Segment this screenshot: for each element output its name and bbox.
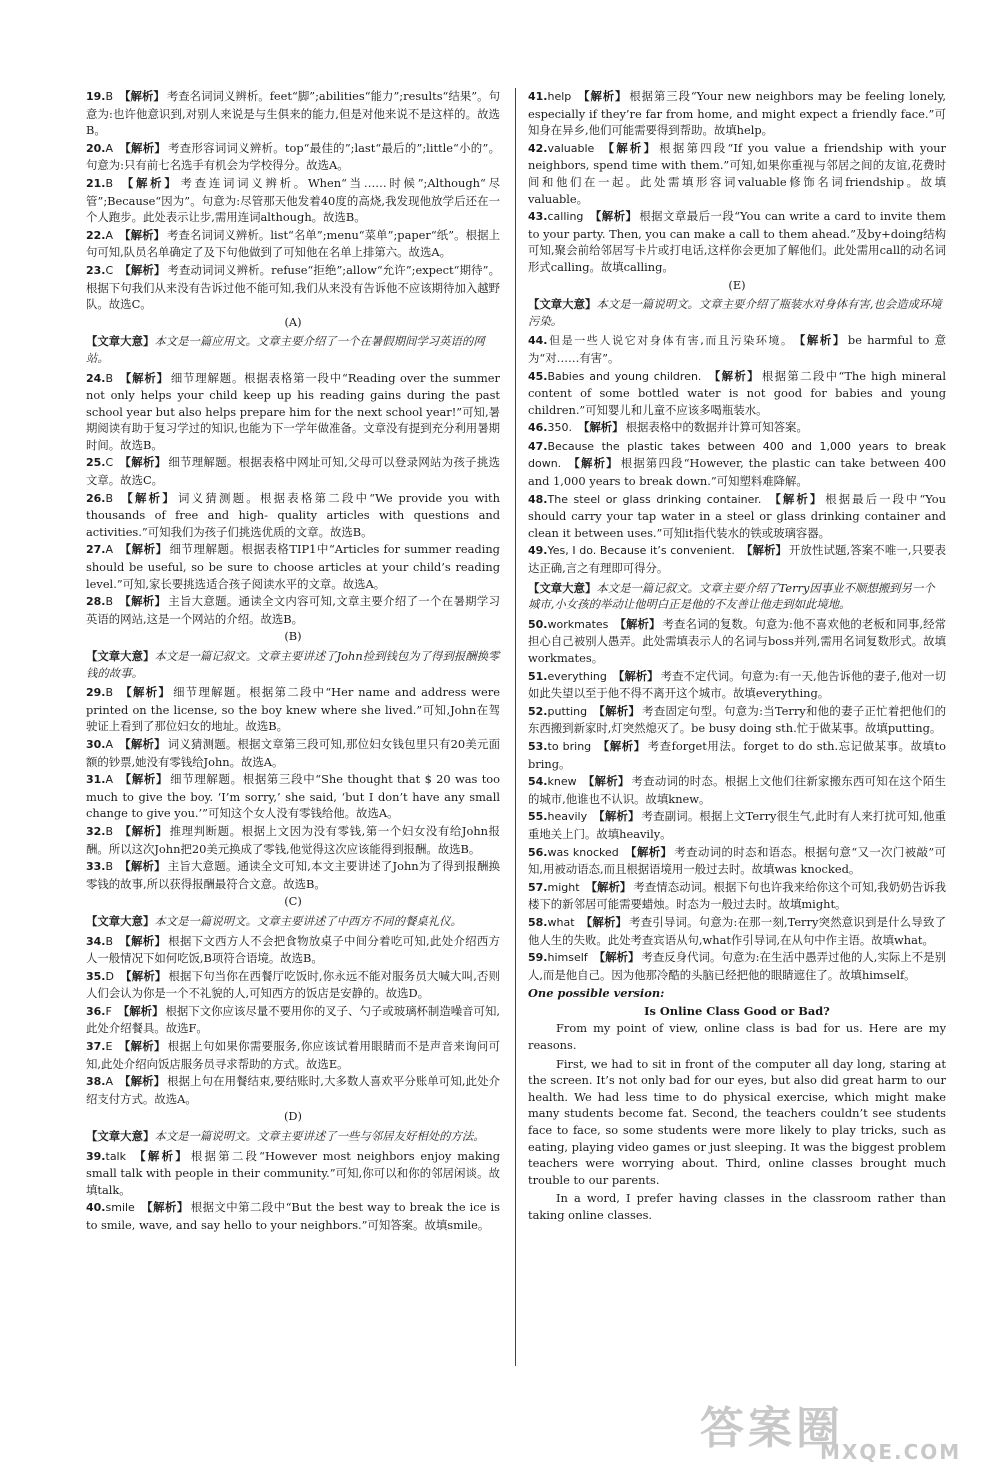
answer-item	[528, 438, 946, 490]
answer-item	[86, 262, 500, 313]
analysis-tag: 【解析】	[119, 175, 179, 190]
summary-text: 本文是一篇说明文。文章主要介绍了瓶装水对身体有害,也会造成环境污染。	[528, 297, 942, 328]
explanation-text: 根据下句当你在西餐厅吃饭时,你永远不能对服务员大喊大叫,否则人们会认为你是一个不礼貌的人,可知西方的饭店是安静的。故选D。	[86, 968, 500, 1001]
explanation-text: 细节理解题。根据表格中网址可知,父母可以登录网站为孩子挑选文章。故选C。	[86, 455, 500, 488]
essay-title: Is Online Class Good or Bad?	[644, 1003, 830, 1018]
answer-item	[528, 616, 946, 667]
answer-item	[528, 914, 946, 948]
analysis-tag: 【解析】	[119, 89, 165, 103]
analysis-tag: 【解析】	[740, 543, 788, 558]
question-number: 25.	[86, 456, 106, 470]
answer-item	[528, 844, 946, 878]
answer-key: B	[105, 595, 114, 609]
explanation-text: 词义猜测题。根据文章第三段可知,那位妇女钱包里只有20美元面额的钞票,她没有零钱给John。故选A。	[86, 736, 500, 769]
summary-tag: 【文章大意】	[86, 649, 155, 663]
answer-key: A	[105, 1075, 114, 1089]
question-number: 41.	[528, 90, 548, 103]
explanation-text: 考查反身代词。句意为:在生活中愚弄过他的人,实际上不是别人,而是他自己。因为他那冷酷的头脑已经把他的眼睛遮住了。故填himself。	[528, 950, 946, 982]
analysis-tag: 【解析】	[593, 703, 641, 718]
explanation-text: 根据上句如果你需要服务,你应该试着用眼睛而不是声音来询问可知,此处介绍向饭店服务员寻求帮助的方式。故选E。	[86, 1039, 500, 1071]
question-number: 43.	[528, 210, 548, 224]
section-heading: (E)	[728, 277, 746, 292]
answer-item	[528, 879, 946, 913]
answer-key: B	[105, 686, 114, 700]
column-divider	[515, 88, 516, 1366]
summary-text: 本文是一篇应用文。文章主要介绍了一个在暑假期间学习英语的网站。	[86, 334, 485, 365]
answer-item	[86, 1003, 500, 1037]
summary-text: 本文是一篇记叙文。文章主要讲述了John捡到钱包为了得到报酬换零钱的故事。	[86, 649, 500, 680]
explanation-text: 考查固定句型。句意为:当Terry和他的妻子正忙着把他们的东西搬到新家时,灯突然熄灭了。be busy doing sth.忙于做某事。故填putting。	[528, 703, 946, 736]
answer-item	[528, 140, 946, 207]
section-heading: (A)	[284, 314, 302, 329]
analysis-tag: 【解析】	[119, 370, 169, 385]
question-number: 32.	[86, 824, 106, 838]
summary-text: 本文是一篇说明文。文章主要讲述了中西方不同的餐桌礼仪。	[154, 913, 462, 928]
analysis-tag: 【解析】	[119, 455, 167, 470]
answer-key: heavily	[547, 810, 588, 824]
question-number: 36.	[86, 1004, 106, 1018]
answer-item	[86, 140, 500, 174]
analysis-tag: 【解析】	[799, 333, 846, 348]
explanation-text: 考查名词的复数。句意为:他不喜欢他的老板和同事,经常担心自己被别人愚弄。此处需填表示人的名词与boss并列,需用名词复数形式。故填workmates。	[528, 616, 946, 665]
question-number: 57.	[528, 880, 548, 894]
answer-key: B	[105, 824, 114, 838]
answer-item	[86, 175, 500, 226]
article-summary	[86, 913, 500, 930]
explanation-text: 根据表格中的数据并计算可知答案。	[625, 420, 808, 435]
explanation-text: 推理判断题。根据上文因为没有零钱,第一个妇女没有给John报酬。所以这次John把20美元换成了零钱,他觉得这次应该能得到报酬。故选B。	[86, 823, 500, 856]
analysis-tag: 【解析】	[119, 1074, 166, 1089]
question-number: 26.	[86, 491, 106, 505]
analysis-tag: 【解析】	[119, 968, 167, 983]
analysis-tag: 【解析】	[119, 140, 167, 155]
watermark-logo	[700, 1392, 962, 1464]
answer-item	[86, 1038, 500, 1072]
answer-key: B	[105, 934, 114, 948]
summary-tag: 【文章大意】	[528, 580, 597, 595]
answer-key: C	[105, 263, 114, 277]
explanation-text: 细节理解题。根据第三段中“She thought that $ 20 was too much to give the boy. ‘I’m sorry,’ she said, ‘but I don’t have any small change to give you.’”可知这个女人没有零钱给他。故选A。	[86, 772, 500, 821]
analysis-tag: 【解析】	[578, 420, 624, 435]
answer-key: putting	[547, 704, 588, 718]
question-number: 47.	[528, 439, 548, 453]
answer-item	[528, 949, 946, 983]
answer-item	[528, 738, 946, 772]
right-column	[528, 88, 946, 1226]
explanation-text: 考查动词的时态和语态。根据句意“又一次门被敲”可知,用被动语态,而且根据语境用一般过去时。故填was knocked。	[528, 844, 946, 877]
analysis-tag: 【解析】	[118, 1039, 166, 1054]
question-number: 33.	[86, 860, 106, 874]
answer-key: A	[105, 543, 114, 557]
question-number: 28.	[86, 595, 106, 609]
explanation-text: 考查引导词。句意为:在那一刻,Terry突然意识到是什么导致了他人生的失败。此处考查宾语从句,what作引导词,在从句中作主语。故填what。	[528, 914, 946, 947]
question-number: 46.	[528, 421, 548, 435]
explanation-text: 根据第二段“However most neighbors enjoy making small talk with people in their community.”可知,你可以和你的邻居闲谈。故填talk。	[86, 1148, 500, 1197]
answer-key: Babies and young children.	[547, 369, 702, 383]
answer-item	[86, 490, 500, 541]
answer-item	[528, 668, 946, 702]
question-number: 56.	[528, 845, 548, 859]
article-summary	[528, 580, 946, 613]
analysis-tag: 【解析】	[707, 368, 760, 383]
summary-tag: 【文章大意】	[528, 297, 597, 312]
question-number: 30.	[86, 737, 106, 751]
explanation-text: 根据第四段“However, the plastic can take between 400 and 1,000 years to break down.”可知塑料难降解。	[528, 456, 946, 489]
analysis-tag: 【解析】	[119, 542, 168, 557]
answer-item	[86, 454, 500, 488]
answer-key: was knocked	[547, 845, 619, 859]
analysis-tag: 【解析】	[140, 1200, 189, 1215]
explanation-text: 考查副词。根据上文Terry很生气,此时有人来打扰可知,他重重地关上门。故填heavily。	[528, 809, 946, 841]
question-number: 21.	[86, 176, 106, 190]
analysis-tag: 【解析】	[600, 140, 658, 155]
explanation-text: 考查动词的时态。根据上文他们往新家搬东西可知在这个陌生的城市,他谁也不认识。故填knew。	[528, 774, 946, 806]
explanation-text: 考查名词词义辨析。list“名单”;menu“菜单”;paper“纸”。根据上句可知,队员名单确定了及下句他做到了可知他在名单上排第六。故选A。	[86, 227, 500, 260]
explanation-text: 根据上句在用餐结束,要结账时,大多数人喜欢平分账单可知,此处介绍支付方式。故选A。	[86, 1074, 500, 1106]
explanation-text: 主旨大意题。通读全文内容可知,文章主要介绍了一个在暑期学习英语的网站,这是一个网站的介绍。故选B。	[86, 594, 500, 626]
analysis-tag: 【解析】	[580, 914, 628, 929]
question-number: 40.	[86, 1201, 106, 1215]
analysis-tag: 【解析】	[589, 209, 638, 224]
answer-item	[86, 593, 500, 627]
explanation-text: 考查连词词义辨析。When“当……时候”;Although“尽管”;Because“因为”。句意为:尽管那天他发着40度的高烧,我发现他放学后还在一个人跑步。此处表示让步,需用连词although。故选B。	[86, 175, 500, 225]
summary-tag: 【文章大意】	[86, 334, 155, 349]
watermark-url: MXQE.COM	[820, 1440, 962, 1464]
answer-item	[528, 542, 946, 576]
explanation-text: be harmful to 意为“对……有害”。	[528, 333, 946, 365]
explanation-text: 考查不定代词。句意为:有一天,他告诉他的妻子,他对一切如此失望以至于他不得不离开这个城市。故填everything。	[528, 668, 946, 701]
question-number: 58.	[528, 915, 548, 929]
analysis-tag: 【解析】	[119, 227, 166, 242]
answer-key: 350.	[547, 421, 572, 435]
analysis-tag: 【解析】	[119, 594, 167, 609]
answer-key: D	[105, 969, 114, 983]
analysis-tag: 【解析】	[131, 1148, 189, 1163]
question-number: 48.	[528, 492, 548, 506]
analysis-tag: 【解析】	[612, 668, 659, 683]
article-summary	[86, 1128, 500, 1145]
answer-key: B	[105, 860, 114, 874]
answer-item	[528, 368, 946, 419]
answer-item	[86, 1148, 500, 1199]
answer-key: what	[547, 915, 575, 929]
summary-text: 本文是一篇记叙文。文章主要介绍了Terry因事业不顺想搬到另一个城市,小女孩的举动让他明白正是他的不友善让他走到如此境地。	[528, 580, 935, 612]
essay-paragraph: First, we had to sit in front of the computer all day long, staring at the screen. It’s not only bad for our eyes, but also did great harm to our health. We had less time to do physical exercise, which might make many students become fat. Second, the teachers couldn’t see students face to face, so some students were more likely to play tricks, such as eating, playing video games or just sleeping. It was the biggest problem teachers were worrying about. Third, online classes brought much trouble to our parents.	[528, 1056, 946, 1187]
question-number: 45.	[528, 369, 548, 383]
question-number: 54.	[528, 775, 548, 789]
answer-key: workmates	[547, 617, 609, 631]
answer-key: might	[547, 880, 580, 894]
explanation-text: 考查形容词词义辨析。top“最佳的”;last“最后的”;little“小的”。句意为:只有前七名选手有机会为学校得分。故选A。	[86, 140, 500, 173]
answer-key: C	[105, 456, 114, 470]
answer-item	[86, 1199, 500, 1233]
analysis-tag: 【解析】	[117, 1003, 164, 1018]
question-number: 49.	[528, 544, 548, 558]
analysis-tag: 【解析】	[119, 772, 169, 787]
question-number: 23.	[86, 263, 106, 277]
answer-key: smile	[105, 1201, 135, 1215]
analysis-tag: 【解析】	[585, 879, 632, 894]
answer-key: A	[105, 141, 114, 155]
summary-text: 本文是一篇说明文。文章主要讲述了一些与邻居友好相处的方法。	[154, 1129, 485, 1144]
answer-item	[86, 968, 500, 1002]
answer-key: to bring	[547, 739, 592, 753]
question-number: 59.	[528, 951, 548, 965]
analysis-tag: 【解析】	[582, 774, 630, 789]
analysis-tag: 【解析】	[614, 616, 661, 631]
answer-key: help	[547, 90, 572, 103]
explanation-text: 根据第四段“If you value a friendship with your neighbors, spend time with them.”可知,如果你重视与邻居之间的友谊,花费时间和他们在一起。此处需填形容词valuable修饰名词friendship。故填valuable。	[528, 140, 946, 206]
section-heading: (D)	[283, 1109, 303, 1124]
explanation-text: 词义猜测题。根据表格第二段中“We provide you with thousands of free and high- quality articles with questions and activities.”可知我们为孩子们挑选优质的文章。故选B。	[86, 490, 500, 539]
answer-key: knew	[547, 775, 577, 789]
watermark-text: 答案圈	[700, 1403, 844, 1454]
essay-paragraph: From my point of view, online class is bad for us. Here are my reasons.	[528, 1021, 946, 1053]
question-number: 31.	[86, 773, 106, 787]
explanation-text: 根据文章最后一段“You can write a card to invite them to your party. Then, you can make a call to them ahead.”及by+doing结构可知,聚会前给邻居写卡片或打电话,这样你会更加了解他们。此处需用call的动名词形式calling。故填calling。	[528, 209, 946, 274]
question-number: 19.	[86, 90, 106, 103]
explanation-text: 细节理解题。根据表格第一段中“Reading over the summer not only helps your child keep up his reading gains during the past school year but also helps prepare him for the next school year!”可知,暑期阅读有助于复习学过的知识,也能为下一学年做准备。文章没有提到充分利用暑期时间。故选B。	[86, 370, 500, 452]
article-summary	[86, 648, 500, 681]
explanation-text: 主旨大意题。通读全文可知,本文主要讲述了John为了得到报酬换零钱的故事,所以获得报酬最符合文意。故选B。	[86, 859, 500, 891]
analysis-tag: 【解析】	[119, 933, 167, 948]
answer-key: A	[105, 773, 114, 787]
answer-item	[86, 684, 500, 735]
question-number: 37.	[86, 1040, 106, 1054]
answer-key: Yes, I do. Because it’s convenient.	[547, 544, 735, 558]
answer-key: B	[105, 491, 114, 505]
summary-tag: 【文章大意】	[86, 913, 155, 928]
question-number: 34.	[86, 934, 106, 948]
question-number: 51.	[528, 669, 548, 683]
section-heading: (C)	[284, 894, 302, 909]
analysis-tag: 【解析】	[593, 809, 640, 824]
explanation-text: 考查forget用法。forget to do sth.忘记做某事。故填to bring。	[528, 738, 946, 771]
answer-key: B	[105, 371, 114, 385]
question-number: 53.	[528, 739, 548, 753]
question-number: 39.	[86, 1149, 106, 1163]
answer-item	[528, 703, 946, 737]
question-number: 20.	[86, 141, 106, 155]
analysis-tag: 【解析】	[767, 491, 824, 506]
summary-tag: 【文章大意】	[86, 1129, 155, 1144]
left-column	[86, 88, 500, 1235]
question-number: 24.	[86, 371, 106, 385]
analysis-tag: 【解析】	[119, 262, 166, 277]
analysis-tag: 【解析】	[593, 950, 640, 965]
answer-item	[528, 208, 946, 275]
analysis-tag: 【解析】	[119, 859, 166, 874]
answer-item	[86, 541, 500, 592]
answer-key: A	[105, 737, 114, 751]
answer-item	[528, 773, 946, 807]
answer-item	[86, 823, 500, 857]
question-number: 42.	[528, 141, 548, 155]
answer-item	[528, 419, 946, 437]
explanation-text: 考查名词词义辨析。feet“脚”;abilities“能力”;results“结果”。句意为:也许他意识到,对别人来说是与生俱来的能力,但是对他来说不是这样的。故选B。	[86, 89, 500, 138]
explanation-text: 根据第二段中“The high mineral content of some bottled water is not good for babies and young children.”可知婴儿和儿童不应该多喝瓶装水。	[528, 368, 946, 417]
article-summary	[528, 296, 946, 329]
answer-key: A	[105, 228, 114, 242]
answer-item	[86, 933, 500, 967]
answer-key: The steel or glass drinking container.	[547, 492, 762, 506]
answer-key: 但是一些人说它对身体有害,而且污染环境。	[547, 334, 794, 348]
analysis-tag: 【解析】	[567, 456, 619, 471]
question-number: 52.	[528, 704, 548, 718]
answer-key: B	[105, 176, 114, 190]
question-number: 50.	[528, 617, 548, 631]
analysis-tag: 【解析】	[597, 738, 646, 753]
analysis-tag: 【解析】	[577, 89, 628, 103]
answer-item	[86, 227, 500, 261]
article-summary	[86, 333, 500, 366]
essay-paragraph: In a word, I prefer having classes in the classroom rather than taking online classes.	[528, 1191, 946, 1222]
essay-label: One possible version:	[528, 986, 665, 1001]
explanation-text: 根据最后一段中“You should carry your tap water in a steel or glass drinking container and clean it between uses.”可知it指代装水的铁或玻璃容器。	[528, 491, 946, 540]
answer-key: himself	[547, 951, 588, 965]
analysis-tag: 【解析】	[624, 844, 673, 859]
answer-item	[528, 808, 946, 842]
answer-key: calling	[547, 210, 584, 224]
explanation-text: 考查动词词义辨析。refuse“拒绝”;allow“允许”;expect“期待”。根据下句我们从来没有告诉过他不能可知,我们从来没有告诉他不应该期待加入越野队。故选C。	[86, 262, 500, 312]
answer-item	[86, 771, 500, 822]
answer-item	[86, 370, 500, 454]
answer-item	[528, 491, 946, 542]
explanation-text: 根据下文西方人不会把食物放桌子中间分着吃可知,此处介绍西方人一般情况下如何吃饭,B项符合语境。故选B。	[86, 933, 500, 966]
question-number: 29.	[86, 686, 106, 700]
answer-key: B	[105, 90, 114, 103]
answer-item	[528, 88, 946, 139]
explanation-text: 细节理解题。根据第二段中“Her name and address were printed on the license, so the boy knew where she lived.”可知,John在驾驶证上看到了那位妇女的地址。故选B。	[86, 685, 500, 734]
analysis-tag: 【解析】	[119, 685, 172, 700]
answer-item	[86, 88, 500, 139]
answer-item	[528, 332, 946, 366]
question-number: 38.	[86, 1075, 106, 1089]
explanation-text: 考查情态动词。根据下句也许我来给你这个可知,我奶奶告诉我楼下的新邻居可能需要蜡烛。时态为一般过去时。故填might。	[528, 879, 946, 912]
explanation-text: 细节理解题。根据表格TIP1中“Articles for summer reading should be useful, so be sure to choose articles at your child’s reading level.”可知,家长要挑选适合孩子阅读水平的文章。故选A。	[86, 542, 500, 591]
answer-item	[86, 736, 500, 770]
question-number: 27.	[86, 543, 106, 557]
analysis-tag: 【解析】	[119, 823, 168, 838]
analysis-tag: 【解析】	[119, 490, 176, 505]
explanation-text: 开放性试题,答案不唯一,只要表达正确,言之有理即可得分。	[528, 543, 946, 576]
answer-item	[86, 858, 500, 892]
answer-item	[86, 1073, 500, 1107]
answer-key: E	[105, 1040, 113, 1054]
question-number: 44.	[528, 334, 548, 348]
answer-key: Because the plastic takes between 400 and 1,000 years to break down.	[528, 439, 946, 471]
question-number: 55.	[528, 810, 548, 824]
answer-key: valuable	[547, 141, 595, 155]
answer-key: talk	[105, 1149, 126, 1163]
explanation-text: 根据文中第二段中“But the best way to break the ice is to smile, wave, and say hello to your neighbors.”可知答案。故填smile。	[86, 1200, 500, 1232]
explanation-text: 根据第三段“Your new neighbors may be feeling lonely, especially if they’re far from home, and might expect a friendly face.”可知身在异乡,他们可能需要得到帮助。故填help。	[528, 89, 946, 138]
explanation-text: 根据下文你应该尽量不要用你的叉子、勺子或玻璃杯制造噪音可知,此处介绍餐具。故选F。	[86, 1003, 500, 1036]
answer-key: F	[105, 1004, 112, 1018]
section-heading: (B)	[284, 629, 302, 644]
question-number: 22.	[86, 228, 106, 242]
analysis-tag: 【解析】	[119, 736, 166, 751]
answer-key: everything	[547, 669, 607, 683]
question-number: 35.	[86, 969, 106, 983]
